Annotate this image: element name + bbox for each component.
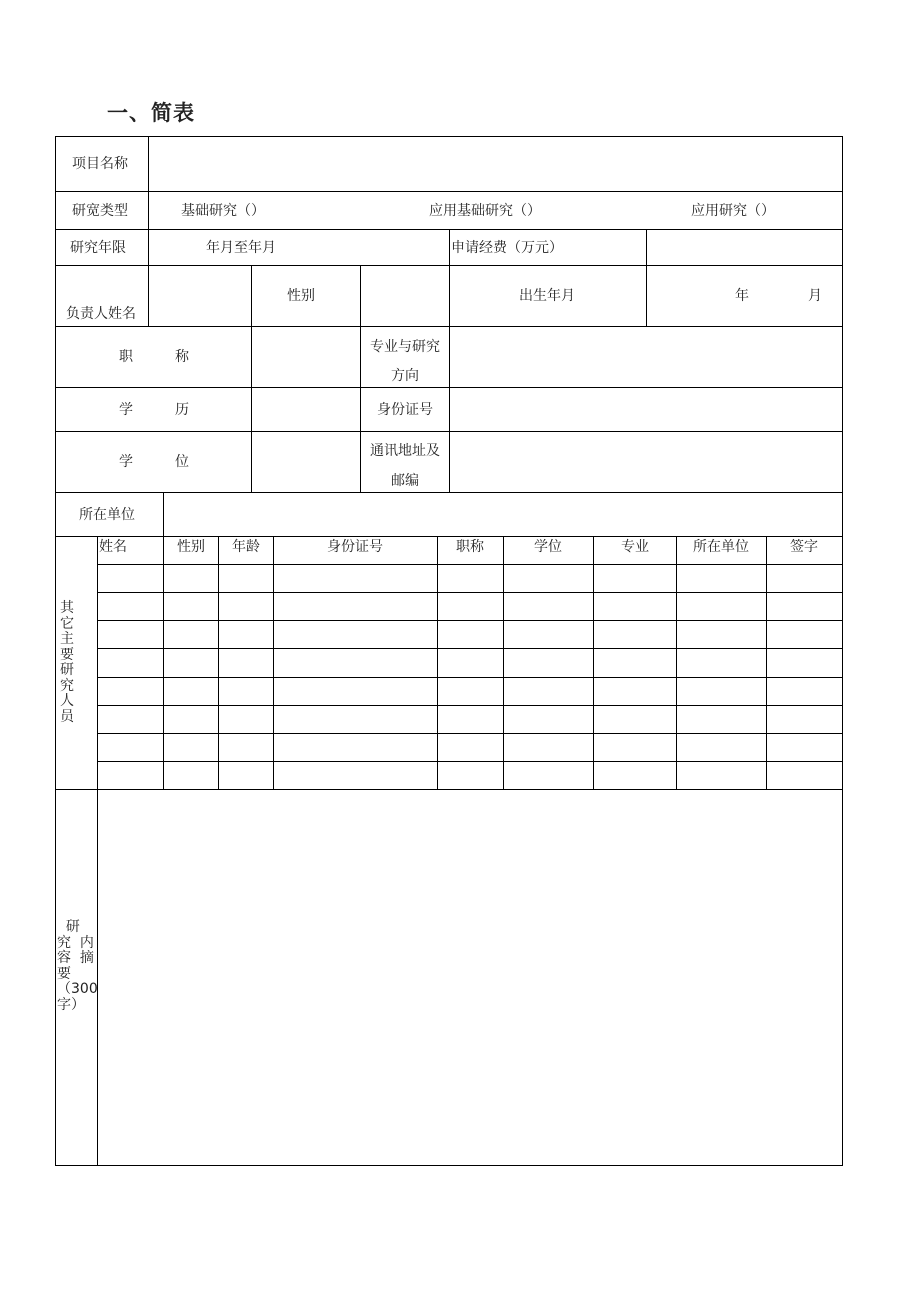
grid-line (97, 592, 843, 593)
grid-line (97, 648, 843, 649)
member-cell-major[interactable] (595, 566, 675, 591)
member-cell-gender[interactable] (165, 650, 217, 676)
grid-line (97, 705, 843, 706)
col-divider (163, 536, 164, 789)
member-cell-title[interactable] (439, 594, 502, 619)
member-cell-name[interactable] (99, 735, 162, 760)
member-cell-age[interactable] (220, 763, 272, 788)
members-header-title: 职称 (456, 539, 484, 555)
members-header-id: 身份证号 (327, 539, 383, 555)
grid-line (97, 564, 843, 565)
member-cell-degree[interactable] (505, 622, 592, 647)
funding-field[interactable] (648, 231, 840, 264)
gender-label: 性别 (287, 288, 315, 304)
col-divider (163, 492, 164, 536)
member-cell-age[interactable] (220, 566, 272, 591)
col-divider (646, 229, 647, 326)
member-cell-major[interactable] (595, 622, 675, 647)
member-cell-unit[interactable] (678, 707, 765, 732)
member-cell-gender[interactable] (165, 763, 217, 788)
member-cell-age[interactable] (220, 735, 272, 760)
member-cell-id[interactable] (275, 594, 436, 619)
title-label-char1: 职 (119, 349, 133, 365)
members-header-major: 专业 (621, 539, 649, 555)
member-cell-age[interactable] (220, 707, 272, 732)
member-cell-major[interactable] (595, 735, 675, 760)
member-cell-gender[interactable] (165, 679, 217, 704)
birth-date-label: 出生年月 (519, 288, 575, 304)
degree-label-char1: 学 (119, 454, 133, 470)
row-divider (55, 536, 843, 537)
member-cell-gender[interactable] (165, 622, 217, 647)
members-header-unit: 所在单位 (693, 539, 749, 555)
member-cell-id[interactable] (275, 566, 436, 591)
row-divider (55, 492, 843, 493)
member-cell-title[interactable] (439, 763, 502, 788)
col-divider (218, 536, 219, 789)
member-cell-signature[interactable] (768, 763, 841, 788)
member-cell-degree[interactable] (505, 735, 592, 760)
member-cell-age[interactable] (220, 679, 272, 704)
member-cell-title[interactable] (439, 566, 502, 591)
education-field[interactable] (253, 389, 359, 430)
member-cell-gender[interactable] (165, 707, 217, 732)
row-divider (55, 191, 843, 192)
leader-name-field[interactable] (150, 267, 250, 325)
table-border-left (55, 136, 56, 1166)
member-cell-major[interactable] (595, 594, 675, 619)
page-title: 一、简表 (107, 101, 195, 125)
member-cell-id[interactable] (275, 735, 436, 760)
members-header-degree: 学位 (534, 539, 562, 555)
col-divider (593, 536, 594, 789)
member-cell-gender[interactable] (165, 735, 217, 760)
education-label-char1: 学 (119, 402, 133, 418)
member-cell-signature[interactable] (768, 594, 841, 619)
member-cell-major[interactable] (595, 763, 675, 788)
degree-field[interactable] (253, 433, 359, 491)
member-cell-degree[interactable] (505, 566, 592, 591)
address-field[interactable] (451, 433, 840, 491)
member-cell-name[interactable] (99, 622, 162, 647)
option-basic-research[interactable]: 基础研究（） (181, 203, 265, 219)
member-cell-id[interactable] (275, 679, 436, 704)
research-years-range[interactable]: 年月至年月 (206, 240, 276, 256)
major-label-line2: 方向 (391, 368, 419, 384)
major-label-line1: 专业与研究 (370, 339, 440, 355)
col-divider (449, 326, 450, 492)
leader-name-label: 负责人姓名 (66, 306, 136, 322)
member-cell-id[interactable] (275, 650, 436, 676)
member-cell-unit[interactable] (678, 763, 765, 788)
members-header-age: 年龄 (232, 539, 260, 555)
member-cell-unit[interactable] (678, 622, 765, 647)
member-cell-age[interactable] (220, 622, 272, 647)
member-cell-unit[interactable] (678, 566, 765, 591)
option-applied-research[interactable]: 应用研究（） (691, 203, 775, 219)
member-cell-unit[interactable] (678, 679, 765, 704)
member-cell-name[interactable] (99, 707, 162, 732)
row-divider (55, 789, 843, 790)
member-cell-signature[interactable] (768, 679, 841, 704)
member-cell-signature[interactable] (768, 566, 841, 591)
member-cell-title[interactable] (439, 735, 502, 760)
unit-field[interactable] (165, 494, 840, 535)
birth-month-label: 月 (808, 288, 822, 304)
title-label-char2: 称 (175, 349, 189, 365)
member-cell-name[interactable] (99, 763, 162, 788)
option-applied-basic-research[interactable]: 应用基础研究（） (429, 203, 541, 219)
member-cell-degree[interactable] (505, 594, 592, 619)
degree-label-char2: 位 (175, 454, 189, 470)
col-divider (360, 265, 361, 492)
col-divider (437, 536, 438, 789)
col-divider (148, 136, 149, 326)
members-side-label: 其 它 主 要 研 究 人 员 (60, 600, 74, 725)
member-cell-age[interactable] (220, 650, 272, 676)
address-label-line2: 邮编 (391, 473, 419, 489)
col-divider (766, 536, 767, 789)
member-cell-gender[interactable] (165, 594, 217, 619)
member-cell-major[interactable] (595, 679, 675, 704)
member-cell-signature[interactable] (768, 622, 841, 647)
col-divider (503, 536, 504, 789)
col-divider (251, 265, 252, 492)
member-cell-id[interactable] (275, 763, 436, 788)
members-header-signature: 签字 (790, 539, 818, 555)
table-border-right (842, 136, 843, 1166)
major-field[interactable] (451, 328, 840, 386)
member-cell-signature[interactable] (768, 707, 841, 732)
col-divider (97, 536, 98, 1166)
member-cell-unit[interactable] (678, 650, 765, 676)
table-border-top (55, 136, 843, 137)
grid-line (97, 620, 843, 621)
member-cell-degree[interactable] (505, 707, 592, 732)
member-cell-name[interactable] (99, 650, 162, 676)
grid-line (97, 733, 843, 734)
member-cell-age[interactable] (220, 594, 272, 619)
id-number-label: 身份证号 (377, 402, 433, 418)
table-border-bottom (55, 1165, 843, 1166)
member-cell-title[interactable] (439, 650, 502, 676)
research-years-label: 研究年限 (70, 240, 126, 256)
member-cell-title[interactable] (439, 622, 502, 647)
abstract-field[interactable] (99, 791, 840, 1164)
member-cell-title[interactable] (439, 707, 502, 732)
member-cell-degree[interactable] (505, 679, 592, 704)
col-divider (273, 536, 274, 789)
member-cell-name[interactable] (99, 566, 162, 591)
funding-label: 申请经费（万元） (451, 240, 563, 256)
members-header-name: 姓名 (99, 539, 127, 555)
member-cell-id[interactable] (275, 622, 436, 647)
education-label-char2: 历 (175, 402, 189, 418)
member-cell-major[interactable] (595, 707, 675, 732)
project-name-field[interactable] (150, 138, 840, 190)
birth-year-label: 年 (735, 288, 749, 304)
id-number-field[interactable] (451, 389, 840, 430)
project-name-label: 项目名称 (72, 156, 128, 172)
grid-line (97, 677, 843, 678)
member-cell-title[interactable] (439, 679, 502, 704)
member-cell-name[interactable] (99, 679, 162, 704)
col-divider (676, 536, 677, 789)
title-field[interactable] (253, 328, 359, 386)
member-cell-major[interactable] (595, 650, 675, 676)
member-cell-signature[interactable] (768, 735, 841, 760)
member-cell-unit[interactable] (678, 735, 765, 760)
unit-label: 所在单位 (79, 507, 135, 523)
member-cell-gender[interactable] (165, 566, 217, 591)
member-cell-signature[interactable] (768, 650, 841, 676)
member-cell-id[interactable] (275, 707, 436, 732)
member-cell-name[interactable] (99, 594, 162, 619)
member-cell-unit[interactable] (678, 594, 765, 619)
gender-field[interactable] (362, 267, 448, 325)
members-header-gender: 性别 (177, 539, 205, 555)
address-label-line1: 通讯地址及 (370, 443, 440, 459)
member-cell-degree[interactable] (505, 650, 592, 676)
col-divider (449, 229, 450, 326)
abstract-side-label: 研 究 内 容 摘 要 （300 字） (57, 919, 98, 1013)
research-type-label: 研宽类型 (72, 203, 128, 219)
member-cell-degree[interactable] (505, 763, 592, 788)
grid-line (97, 761, 843, 762)
